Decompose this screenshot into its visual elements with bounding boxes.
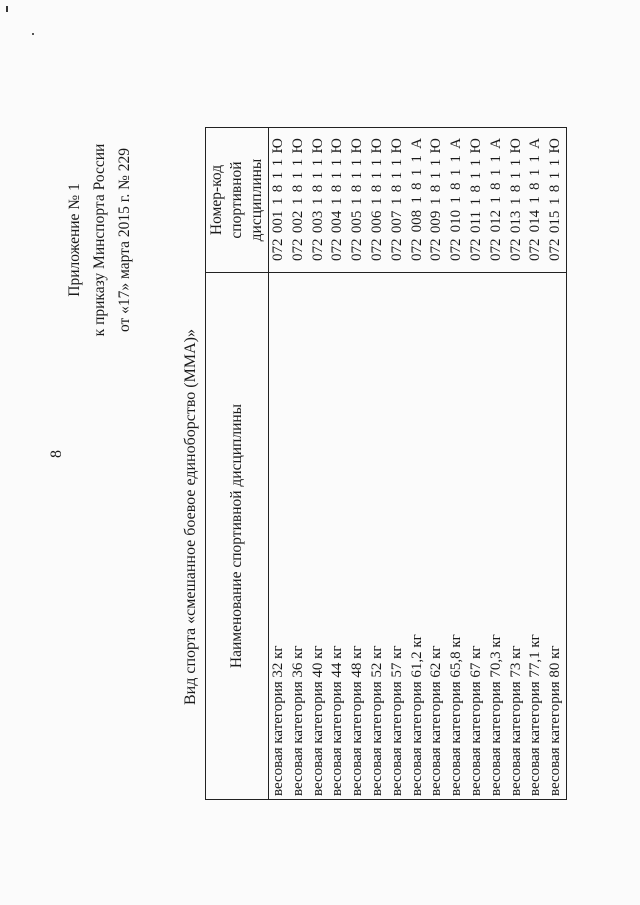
table-row — [348, 128, 368, 800]
code-part: 072 — [329, 238, 346, 261]
discipline-name: весовая категория 80 кг — [546, 273, 566, 800]
code-part: А — [527, 138, 544, 149]
discipline-name: весовая категория 65,8 кг — [447, 273, 467, 800]
code-part: Ю — [368, 138, 385, 154]
code-part: 1 — [507, 197, 524, 206]
code-part: 072 — [428, 238, 445, 261]
discipline-code — [328, 128, 348, 273]
code-part: 8 — [368, 184, 385, 193]
code-part: 1 — [467, 171, 484, 180]
code-part: 072 — [349, 238, 366, 261]
code-part: 1 — [547, 158, 564, 167]
code-part: Ю — [547, 138, 564, 154]
code-part: 072 — [289, 238, 306, 261]
table-row — [546, 128, 566, 800]
scan-speck — [32, 33, 34, 35]
code-part: Ю — [467, 138, 484, 154]
table-row — [408, 128, 428, 800]
code-part: 1 — [368, 158, 385, 167]
code-part: 1 — [408, 155, 425, 163]
discipline-name: весовая категория 57 кг — [388, 273, 408, 800]
code-part: 072 — [368, 238, 385, 261]
code-part: 1 — [467, 158, 484, 167]
discipline-name: весовая категория 62 кг — [427, 273, 447, 800]
code-part: 8 — [527, 182, 544, 190]
code-part: 1 — [289, 197, 306, 206]
discipline-code — [526, 128, 546, 273]
code-part: 1 — [428, 171, 445, 180]
code-part: 1 — [487, 168, 504, 177]
code-part: 072 — [408, 238, 425, 261]
table-row — [507, 128, 527, 800]
code-part: 8 — [270, 184, 286, 193]
page-number: 8 — [48, 450, 65, 458]
appendix-line-3: от «17» марта 2015 г. № 229 — [116, 147, 133, 333]
code-part: 1 — [368, 171, 385, 180]
discipline-name: весовая категория 32 кг — [269, 273, 289, 800]
discipline-name: весовая категория 40 кг — [309, 273, 329, 800]
code-part: 072 — [467, 238, 484, 261]
table-row — [427, 128, 447, 800]
table-body — [269, 128, 567, 800]
code-part: 1 — [428, 197, 445, 206]
code-part: 8 — [467, 185, 484, 193]
code-part: 1 — [270, 158, 286, 167]
code-part: 1 — [270, 197, 286, 206]
disciplines-table — [205, 127, 567, 800]
code-part: А — [408, 138, 425, 149]
discipline-name: весовая категория 36 кг — [289, 273, 309, 800]
code-part: Ю — [428, 138, 445, 154]
code-part: 010 — [448, 209, 465, 233]
code-part: 1 — [388, 158, 405, 167]
code-part: 1 — [329, 158, 346, 167]
code-part: 014 — [527, 209, 544, 233]
code-part: 8 — [547, 184, 564, 193]
table-row — [388, 128, 408, 800]
table-row — [487, 128, 507, 800]
code-part: А — [487, 138, 504, 149]
code-part: 002 — [289, 210, 306, 234]
code-part: Ю — [507, 138, 524, 154]
discipline-code — [309, 128, 329, 273]
code-part: 1 — [349, 171, 366, 180]
table-row — [328, 128, 348, 800]
scan-speck — [6, 6, 8, 12]
code-part: 1 — [448, 196, 465, 204]
code-part: 006 — [368, 210, 385, 234]
discipline-code — [507, 128, 527, 273]
discipline-code — [269, 128, 289, 273]
sport-title: Вид спорта «смешанное боевое единоборство (ММА)» — [182, 329, 199, 705]
code-part: 008 — [408, 209, 425, 233]
code-part: 1 — [349, 197, 366, 206]
code-part: 8 — [329, 184, 346, 193]
code-part: 1 — [408, 196, 425, 204]
discipline-name: весовая категория 73 кг — [507, 273, 527, 800]
code-part: А — [448, 138, 465, 149]
discipline-name: весовая категория 52 кг — [368, 273, 388, 800]
table-row — [269, 128, 289, 800]
column-header-code: Номер-код спортивной дисциплины — [206, 128, 269, 273]
code-part: 1 — [467, 198, 484, 206]
code-part: 1 — [368, 197, 385, 206]
code-part: 072 — [547, 238, 564, 261]
code-part: Ю — [270, 138, 286, 154]
discipline-name: весовая категория 67 кг — [467, 273, 487, 800]
code-part: 1 — [388, 197, 405, 206]
appendix-line-1: Приложение № 1 — [66, 183, 83, 297]
code-part: Ю — [309, 138, 326, 154]
discipline-code — [289, 128, 309, 273]
code-part: 072 — [270, 238, 286, 261]
table-row — [368, 128, 388, 800]
discipline-code — [368, 128, 388, 273]
code-part: 1 — [527, 196, 544, 204]
column-header-name: Наименование спортивной дисциплины — [206, 273, 269, 800]
discipline-name: весовая категория 77,1 кг — [526, 273, 546, 800]
code-part: 072 — [507, 238, 524, 261]
code-part: 1 — [309, 197, 326, 206]
code-part: 1 — [309, 171, 326, 180]
table-row — [467, 128, 487, 800]
code-part: 1 — [408, 168, 425, 177]
code-part: 8 — [487, 182, 504, 190]
code-part: 1 — [507, 171, 524, 180]
table-row — [447, 128, 467, 800]
code-part: 1 — [547, 171, 564, 180]
code-part: 1 — [329, 171, 346, 180]
code-part: 072 — [448, 238, 465, 261]
code-part: 8 — [309, 184, 326, 193]
code-part: 1 — [448, 168, 465, 177]
code-part: 1 — [388, 171, 405, 180]
code-part: 072 — [388, 238, 405, 261]
discipline-name: весовая категория 48 кг — [348, 273, 368, 800]
discipline-code — [487, 128, 507, 273]
discipline-code — [467, 128, 487, 273]
discipline-code — [388, 128, 408, 273]
discipline-name: весовая категория 70,3 кг — [487, 273, 507, 800]
discipline-code — [546, 128, 566, 273]
code-part: 8 — [507, 184, 524, 193]
code-part: 007 — [388, 210, 405, 234]
code-part: 1 — [329, 197, 346, 206]
code-part: Ю — [329, 138, 346, 154]
code-part: 013 — [507, 210, 524, 234]
code-part: 005 — [349, 210, 366, 234]
discipline-code — [408, 128, 428, 273]
table-row — [526, 128, 546, 800]
code-part: 072 — [309, 238, 326, 261]
code-part: Ю — [388, 138, 405, 154]
appendix-line-2: к приказу Минспорта России — [91, 143, 108, 337]
discipline-code — [348, 128, 368, 273]
code-part: 1 — [487, 155, 504, 163]
discipline-code — [427, 128, 447, 273]
code-part: 004 — [329, 210, 346, 234]
discipline-name: весовая категория 44 кг — [328, 273, 348, 800]
code-part: 1 — [487, 196, 504, 204]
code-part: 012 — [487, 209, 504, 233]
code-part: 1 — [547, 197, 564, 206]
code-part: 1 — [507, 158, 524, 167]
appendix-header — [62, 115, 137, 365]
discipline-code — [447, 128, 467, 273]
code-part: 015 — [547, 210, 564, 234]
code-part: 001 — [270, 210, 286, 234]
code-part: 1 — [309, 158, 326, 167]
table-row — [309, 128, 329, 800]
code-part: 8 — [428, 184, 445, 193]
code-part: 1 — [289, 171, 306, 180]
code-part: 072 — [487, 238, 504, 261]
code-part: 009 — [428, 210, 445, 234]
code-part: 8 — [408, 182, 425, 190]
code-part: 1 — [270, 171, 286, 180]
code-part: 1 — [527, 155, 544, 163]
code-part: 8 — [448, 182, 465, 190]
code-part: 1 — [448, 155, 465, 163]
code-part: 8 — [388, 184, 405, 193]
table-row — [289, 128, 309, 800]
code-part: 8 — [349, 184, 366, 193]
discipline-name: весовая категория 61,2 кг — [408, 273, 428, 800]
code-part: 003 — [309, 210, 326, 234]
code-part: Ю — [349, 138, 366, 154]
code-part: 1 — [527, 168, 544, 177]
code-part: 011 — [467, 211, 484, 233]
code-part: 1 — [428, 158, 445, 167]
code-part: Ю — [289, 138, 306, 154]
code-part: 1 — [349, 158, 366, 167]
code-part: 1 — [289, 158, 306, 167]
code-part: 072 — [527, 238, 544, 261]
table-header-row — [206, 128, 269, 800]
code-part: 8 — [289, 184, 306, 193]
